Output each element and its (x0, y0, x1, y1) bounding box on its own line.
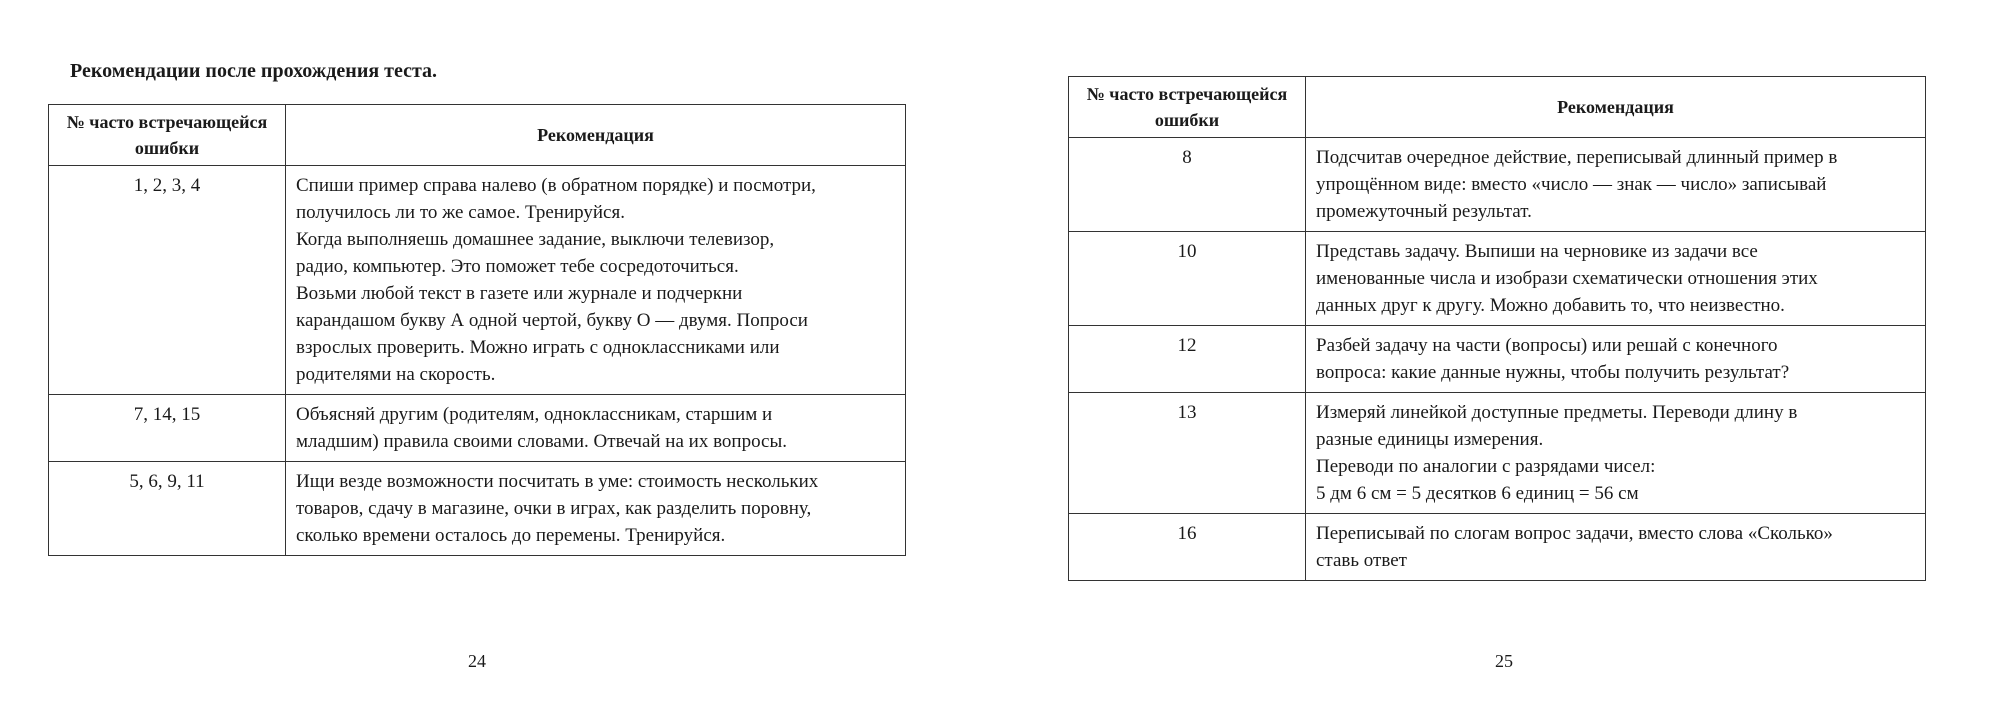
error-number-cell: 5, 6, 9, 11 (49, 462, 286, 556)
recommendation-line: карандашом букву А одной чертой, букву О — двумя. Попроси (296, 310, 808, 331)
error-number-cell: 7, 14, 15 (49, 395, 286, 462)
recommendation-line: Спиши пример справа налево (в обратном порядке) и посмотри, (296, 175, 816, 196)
right-page (1000, 0, 2000, 723)
recommendation-line: Измеряй линейкой доступные предметы. Переводи длину в (1316, 402, 1798, 423)
error-number-cell: 10 (1069, 232, 1306, 326)
recommendation-header: Рекомендация (1306, 77, 1926, 138)
table-row (49, 462, 906, 556)
recommendation-line: Когда выполняешь домашнее задание, выключи телевизор, (296, 229, 775, 250)
recommendation-cell (1306, 232, 1926, 326)
recommendation-cell (286, 462, 906, 556)
recommendations-table-left (48, 104, 906, 556)
recommendations-table-right (1068, 76, 1926, 581)
recommendation-line: 5 дм 6 см = 5 десятков 6 единиц = 56 см (1316, 483, 1639, 504)
recommendation-header: Рекомендация (286, 105, 906, 166)
table-body (49, 166, 906, 556)
recommendation-line: разные единицы измерения. (1316, 429, 1544, 450)
table-header-row (1069, 77, 1926, 138)
recommendation-line: получилось ли то же самое. Тренируйся. (296, 202, 625, 223)
recommendation-line: товаров, сдачу в магазине, очки в играх, как разделить поровну, (296, 498, 812, 519)
recommendation-line: радио, компьютер. Это поможет тебе сосредоточиться. (296, 256, 739, 277)
table-row (1069, 326, 1926, 393)
recommendation-line: промежуточный результат. (1316, 201, 1532, 222)
table-row (49, 395, 906, 462)
page-number: 24 (468, 651, 486, 671)
recommendation-line: данных друг к другу. Можно добавить то, что неизвестно. (1316, 295, 1785, 316)
table-row (1069, 514, 1926, 581)
recommendation-cell (286, 395, 906, 462)
recommendation-line: Ищи везде возможности посчитать в уме: стоимость нескольких (296, 471, 819, 492)
table-row (1069, 393, 1926, 514)
page-number: 25 (1495, 651, 1513, 671)
error-number-cell: 12 (1069, 326, 1306, 393)
recommendation-cell (286, 166, 906, 395)
recommendation-cell (1306, 326, 1926, 393)
table-row (1069, 232, 1926, 326)
table-body (1069, 138, 1926, 581)
error-number-header: № часто встречающейся ошибки (49, 105, 286, 166)
recommendation-line: ставь ответ (1316, 550, 1407, 571)
recommendation-line: вопроса: какие данные нужны, чтобы получить результат? (1316, 362, 1790, 383)
error-number-cell: 16 (1069, 514, 1306, 581)
recommendation-line: Переводи по аналогии с разрядами чисел: (1316, 456, 1656, 477)
recommendation-line: Объясняй другим (родителям, одноклассникам, старшим и (296, 404, 773, 425)
recommendation-cell (1306, 138, 1926, 232)
error-number-cell: 1, 2, 3, 4 (49, 166, 286, 395)
recommendation-line: упрощённом виде: вместо «число — знак — число» записывай (1316, 174, 1827, 195)
recommendation-line: взрослых проверить. Можно играть с одноклассниками или (296, 337, 780, 358)
recommendation-line: сколько времени осталось до перемены. Тренируйся. (296, 525, 726, 546)
table-row (1069, 138, 1926, 232)
recommendation-line: родителями на скорость. (296, 364, 496, 385)
recommendation-line: Возьми любой текст в газете или журнале и подчеркни (296, 283, 743, 304)
recommendation-line: именованные числа и изобрази схематически отношения этих (1316, 268, 1818, 289)
error-number-header: № часто встречающейся ошибки (1069, 77, 1306, 138)
table-row (49, 166, 906, 395)
error-number-cell: 8 (1069, 138, 1306, 232)
recommendation-cell (1306, 514, 1926, 581)
recommendation-line: Переписывай по слогам вопрос задачи, вместо слова «Сколько» (1316, 523, 1833, 544)
recommendation-line: Представь задачу. Выпиши на черновике из задачи все (1316, 241, 1758, 262)
recommendation-line: младшим) правила своими словами. Отвечай на их вопросы. (296, 431, 788, 452)
recommendation-line: Разбей задачу на части (вопросы) или решай с конечного (1316, 335, 1778, 356)
error-number-cell: 13 (1069, 393, 1306, 514)
page-heading: Рекомендации после прохождения теста. (70, 60, 438, 82)
recommendation-cell (1306, 393, 1926, 514)
recommendation-line: Подсчитав очередное действие, переписывай длинный пример в (1316, 147, 1838, 168)
table-header-row (49, 105, 906, 166)
